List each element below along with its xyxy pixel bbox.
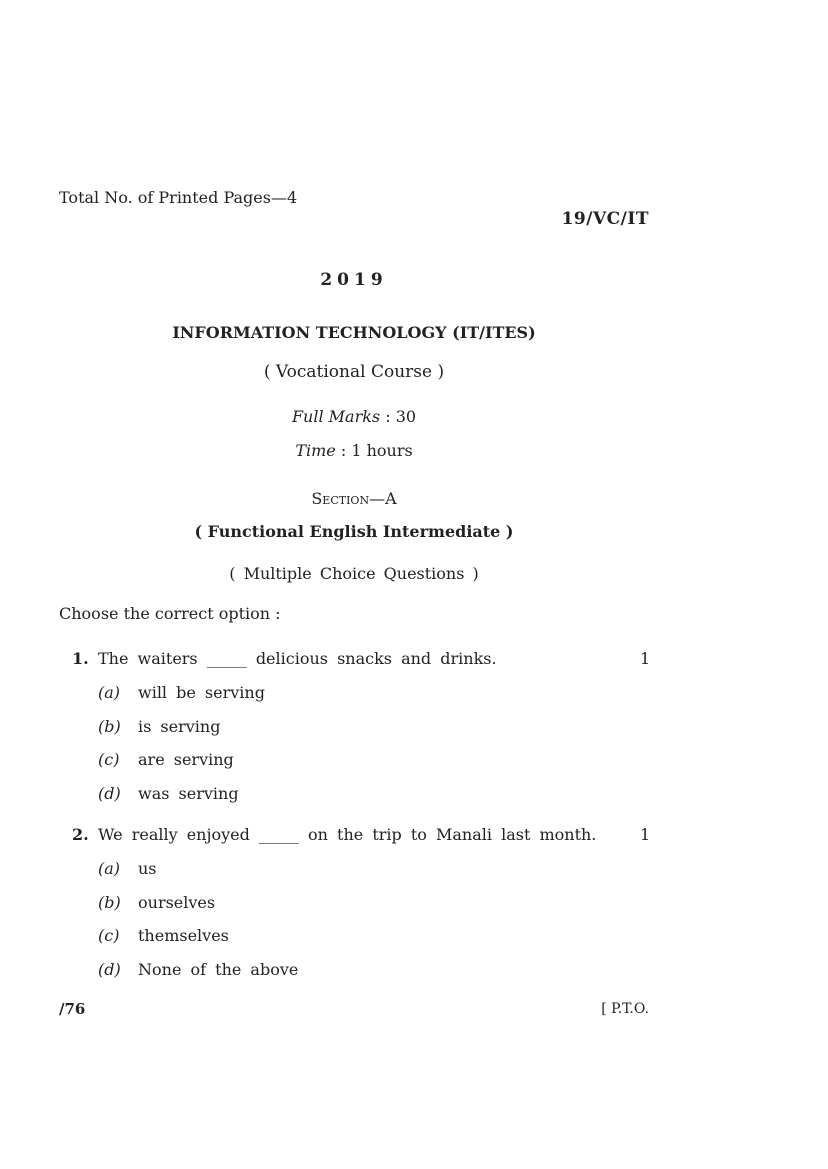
option-text: is serving [138,717,221,736]
question-text: The waiters _____ delicious snacks and drinks. [98,649,497,668]
question-number: 1. [72,649,89,668]
option-text: None of the above [138,960,299,979]
option-label: (a) [98,859,121,878]
question-number: 2. [72,825,89,844]
total-printed-pages: Total No. of Printed Pages—4 [59,188,298,207]
time-label: Time [295,441,336,460]
full-marks [0,407,708,426]
question-type: ( Multiple Choice Questions ) [229,564,479,583]
section-title: Section—A [311,489,397,508]
question-marks: 1 [640,649,651,668]
option-label: (c) [98,926,120,945]
section-subtitle: ( Functional English Intermediate ) [194,522,514,541]
option-text: themselves [138,926,229,945]
question-marks: 1 [640,825,651,844]
full-marks-value: : 30 [380,407,417,426]
paper-code: 19/VC/IT [561,209,649,229]
option-text: are serving [138,750,234,769]
footer-pto: [ P.T.O. [601,1001,649,1017]
instruction: Choose the correct option : [59,604,281,623]
option-text: us [138,859,157,878]
option-label: (d) [98,784,121,803]
option-label: (b) [98,893,121,912]
option-label: (b) [98,717,121,736]
option-label: (d) [98,960,121,979]
option-label: (a) [98,683,121,702]
exam-time [0,441,708,460]
time-value: : 1 hours [335,441,413,460]
option-text: was serving [138,784,239,803]
course-type: ( Vocational Course ) [263,362,445,382]
subject-title: INFORMATION TECHNOLOGY (IT/ITES) [172,323,536,342]
question-text: We really enjoyed _____ on the trip to Manali last month. [98,825,597,844]
option-text: will be serving [138,683,265,702]
footer-code: /76 [59,1000,86,1018]
full-marks-label: Full Marks [291,407,381,426]
option-label: (c) [98,750,120,769]
option-text: ourselves [138,893,216,912]
exam-year: 2019 [320,270,388,290]
